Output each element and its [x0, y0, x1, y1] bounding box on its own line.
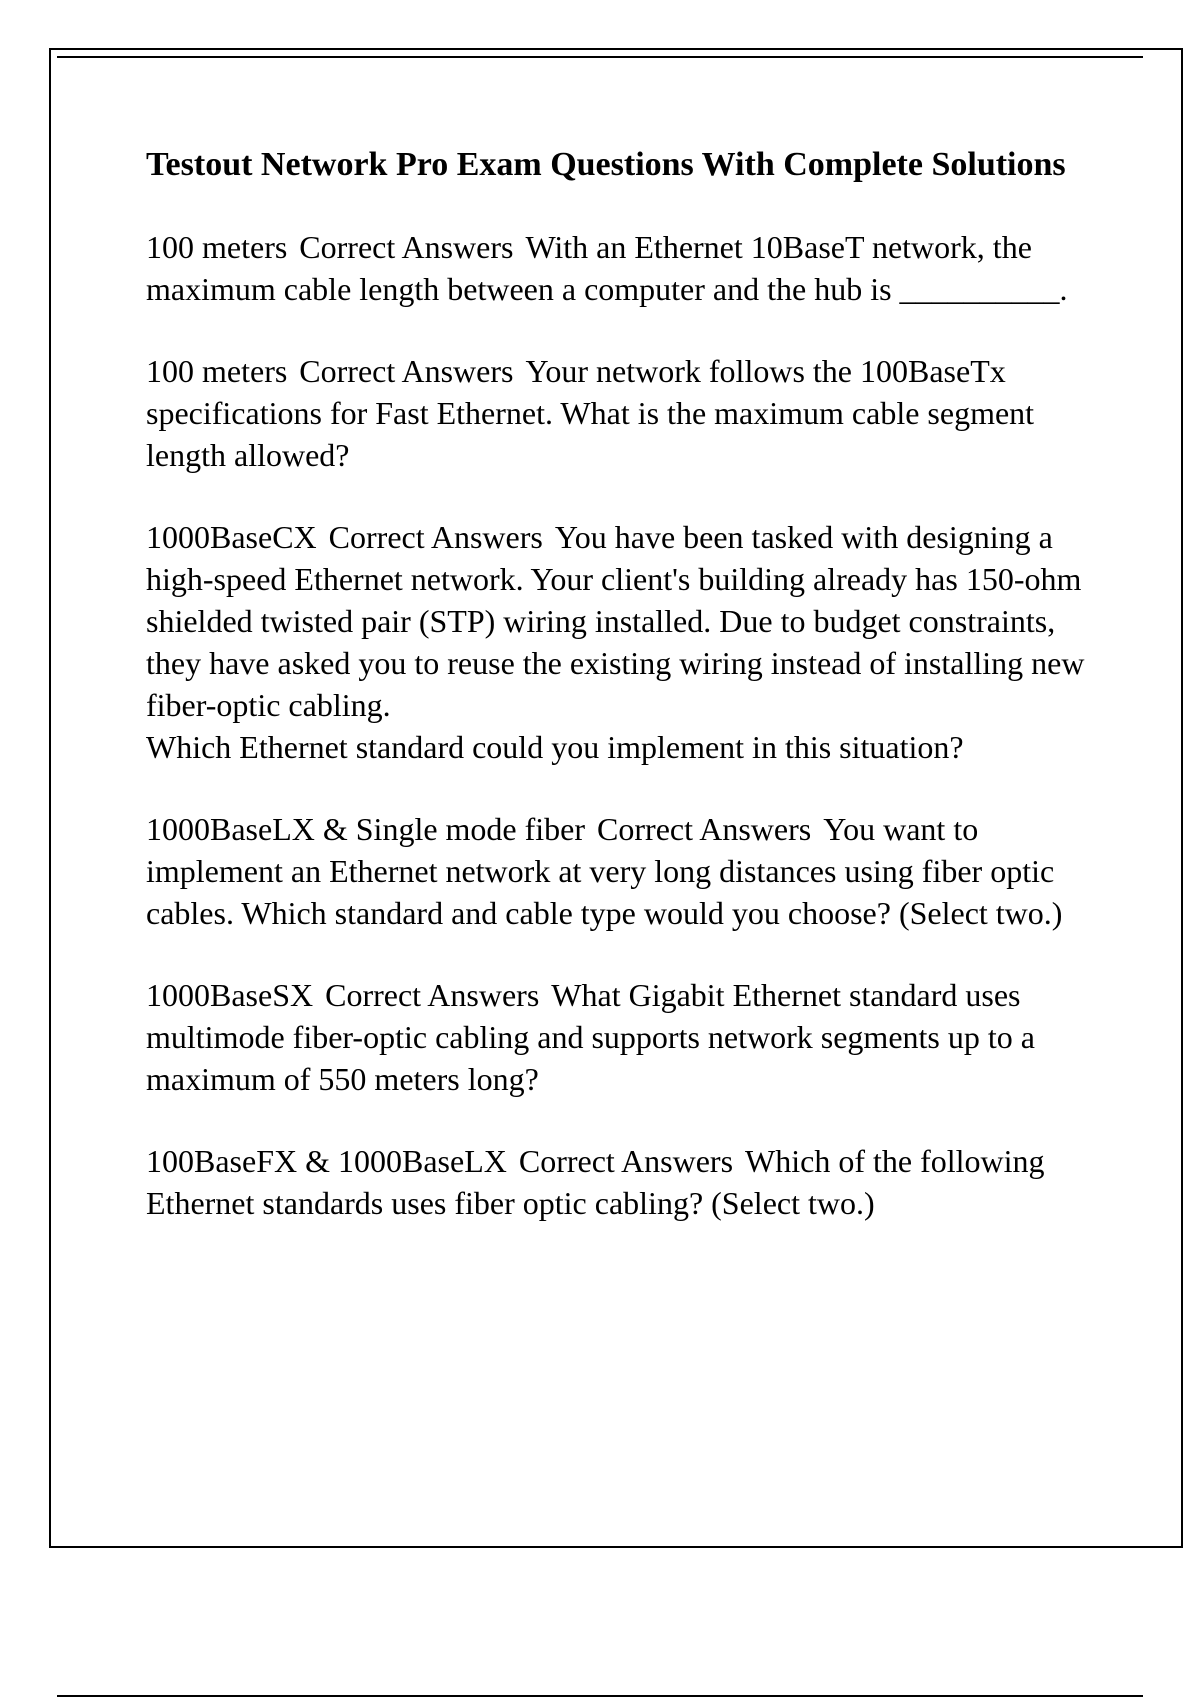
- qa-answer: 1000BaseCX: [146, 519, 317, 555]
- qa-question: Your network follows the 100BaseTx specifications for Fast Ethernet. What is the maximum cable segment length allowed?: [146, 353, 1035, 473]
- qa-item-6: [146, 1140, 1096, 1224]
- qa-item-3: [146, 516, 1096, 768]
- qa-question: With an Ethernet 10BaseT network, the maximum cable length between a computer and the hub is __________.: [146, 229, 1068, 307]
- qa-label: Correct Answers: [325, 977, 540, 1013]
- bottom-rule: [57, 1695, 1143, 1697]
- qa-question-followup: Which Ethernet standard could you implement in this situation?: [146, 729, 964, 765]
- qa-list: [146, 226, 1096, 1224]
- qa-question: What Gigabit Ethernet standard uses multimode fiber-optic cabling and supports network segments up to a maximum of 550 meters long?: [146, 977, 1035, 1097]
- qa-label: Correct Answers: [299, 353, 514, 389]
- qa-answer: 100 meters: [146, 353, 288, 389]
- document-title: Testout Network Pro Exam Questions With Complete Solutions: [146, 146, 1066, 183]
- qa-answer: 1000BaseLX & Single mode fiber: [146, 811, 586, 847]
- qa-item-2: [146, 350, 1096, 476]
- qa-question: You have been tasked with designing a high-speed Ethernet network. Your client's building already has 150-ohm shielded twisted pair (STP) wiring installed. Due to budget constraints, they have asked you to reuse the existing wiring instead of installing new fiber-optic cabling.: [146, 519, 1085, 723]
- qa-label: Correct Answers: [597, 811, 812, 847]
- qa-answer: 100 meters: [146, 229, 288, 265]
- top-rule: [57, 56, 1143, 58]
- qa-question: You want to implement an Ethernet network at very long distances using fiber optic cables. Which standard and cable type would you choose? (Select two.): [146, 811, 1063, 931]
- qa-answer: 100BaseFX & 1000BaseLX: [146, 1143, 507, 1179]
- qa-answer: 1000BaseSX: [146, 977, 314, 1013]
- qa-label: Correct Answers: [299, 229, 514, 265]
- qa-label: Correct Answers: [518, 1143, 734, 1179]
- qa-item-4: [146, 808, 1096, 934]
- qa-label: Correct Answers: [328, 519, 543, 555]
- document-body: [146, 144, 1096, 1264]
- qa-item-5: [146, 974, 1096, 1100]
- qa-item-1: [146, 226, 1096, 310]
- qa-question: Which of the following Ethernet standards uses fiber optic cabling? (Select two.): [146, 1143, 1045, 1221]
